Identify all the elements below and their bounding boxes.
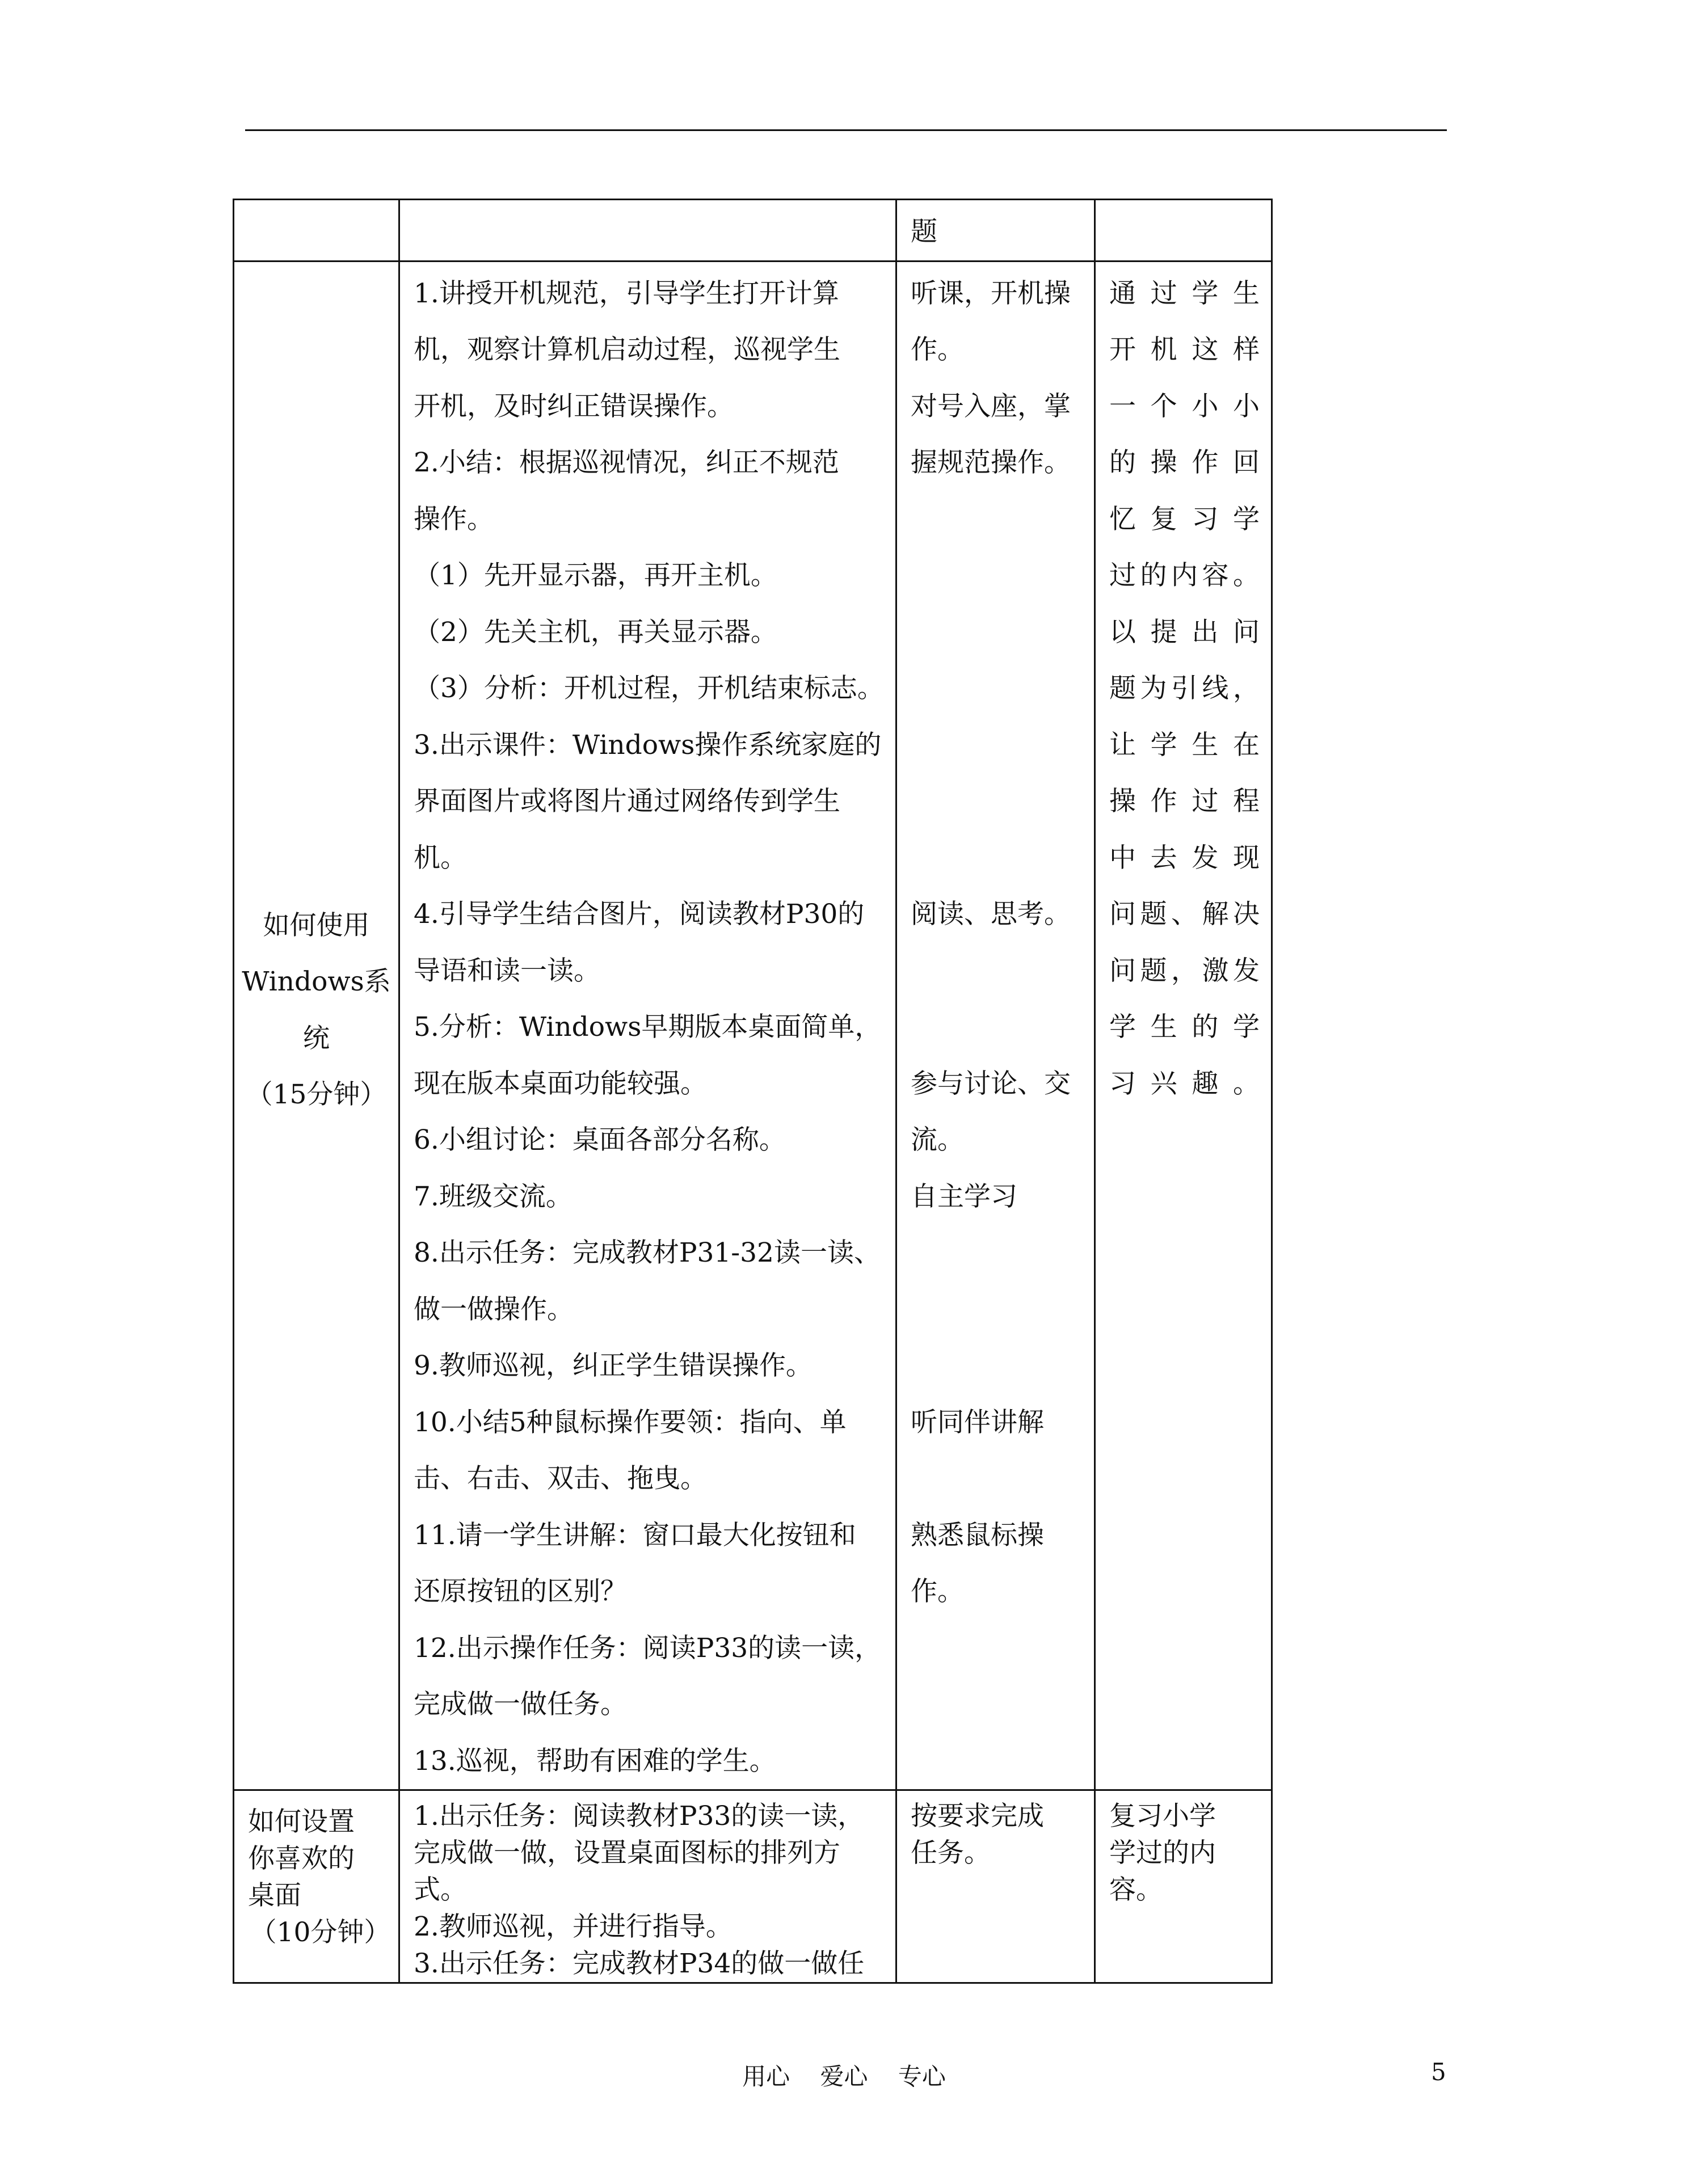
text-line: 作。: [911, 334, 964, 365]
text-line: 11.请一学生讲解：窗口最大化按钮和: [414, 1519, 856, 1551]
table-row: [234, 261, 1272, 1790]
text-line: （2）先关主机，再关显示器。: [414, 616, 777, 648]
teacher-activity-cell: [399, 200, 896, 262]
design-intent-cell: [1095, 261, 1272, 1790]
text-line: 学过的内: [1109, 1837, 1216, 1869]
text-line: 3.出示课件：Windows操作系统家庭的: [414, 729, 882, 761]
text-line: 让学生在: [1109, 729, 1260, 761]
table-row: [234, 1790, 1272, 1983]
text-line: 习兴趣。: [1109, 1068, 1260, 1099]
text-line: 完成做一做，设置桌面图标的排列方: [414, 1837, 840, 1869]
header-rule: [245, 129, 1447, 131]
design-intent-cell: [1095, 1790, 1272, 1983]
table-row: [234, 200, 1272, 262]
text-line: 中去发现: [1109, 842, 1260, 874]
text-line: 任务。: [911, 1837, 991, 1869]
text-line: 听同伴讲解: [911, 1406, 1044, 1438]
text-line: 10.小结5种鼠标操作要领：指向、单: [414, 1406, 847, 1438]
text-line: 做一做操作。: [414, 1293, 574, 1325]
text-line: 4.引导学生结合图片，阅读教材P30的: [414, 899, 865, 930]
text-line: 对号入座，掌: [911, 390, 1071, 422]
text-line: （1）先开显示器，再开主机。: [414, 560, 777, 591]
topic-cell: [234, 1790, 399, 1983]
teacher-activity-cell: [399, 261, 896, 1790]
text-line: 自主学习: [911, 1180, 1017, 1212]
topic-line: 如何使用: [263, 909, 370, 941]
text-line: 按要求完成: [911, 1801, 1044, 1832]
text-line: 问题，激发: [1109, 955, 1260, 986]
text-line: 题为引线，: [1109, 673, 1260, 704]
text-line: 握规范操作。: [911, 447, 1071, 478]
text-line: [911, 830, 1083, 887]
text-line: [911, 1338, 1083, 1394]
text-line: [911, 999, 1083, 1056]
topic-cell: [234, 261, 399, 1790]
text-line: 学生的学: [1109, 1011, 1260, 1043]
text-line: 1.出示任务：阅读教材P33的读一读，: [414, 1801, 865, 1832]
footer-slogan: 用心 爱心 专心: [742, 2063, 946, 2090]
text-line: 参与讨论、交: [911, 1068, 1071, 1099]
text-line: 容。: [1109, 1874, 1163, 1905]
text-line: [911, 1225, 1083, 1281]
text-line: [911, 717, 1083, 774]
cell-text: 题: [911, 216, 937, 247]
topic-cell: [234, 200, 399, 262]
text-line: 忆复习学: [1109, 503, 1260, 535]
page-number: 5: [1431, 2058, 1446, 2086]
text-line: 完成做一做任务。: [414, 1689, 627, 1720]
text-line: [911, 1281, 1083, 1338]
text-line: 机，观察计算机启动过程，巡视学生: [414, 334, 840, 365]
topic-line: 桌面: [248, 1880, 301, 1911]
text-line: 2.小结：根据巡视情况，纠正不规范: [414, 447, 839, 478]
text-line: （3）分析：开机过程，开机结束标志。: [414, 673, 884, 704]
text-line: 1.讲授开机规范，引导学生打开计算: [414, 277, 839, 309]
text-line: 击、右击、双击、拖曳。: [414, 1463, 707, 1494]
student-activity-cell: [896, 1790, 1095, 1983]
text-line: 熟悉鼠标操: [911, 1519, 1044, 1551]
text-line: 流。: [911, 1124, 964, 1156]
text-line: 通过学生: [1109, 277, 1260, 309]
text-line: [911, 773, 1083, 830]
text-line: 开机，及时纠正错误操作。: [414, 390, 734, 422]
text-line: 的操作回: [1109, 447, 1260, 478]
topic-line: 统: [303, 1022, 330, 1054]
student-activity-cell: [896, 200, 1095, 262]
text-line: 9.教师巡视，纠正学生错误操作。: [414, 1350, 813, 1381]
text-line: 8.出示任务：完成教材P31-32读一读、: [414, 1237, 881, 1268]
text-line: 现在版本桌面功能较强。: [414, 1068, 707, 1099]
text-line: [911, 491, 1083, 548]
text-line: 一个小小: [1109, 390, 1260, 422]
text-line: 3.出示任务：完成教材P34的做一做任: [414, 1948, 865, 1979]
text-line: 7.班级交流。: [414, 1180, 573, 1212]
text-line: 5.分析：Windows早期版本桌面简单，: [414, 1011, 882, 1043]
topic-line: Windows系: [242, 966, 391, 997]
topic-line: （10分钟）: [250, 1917, 391, 1948]
text-line: 机。: [414, 842, 467, 874]
text-line: 问题、解决: [1109, 899, 1260, 930]
text-line: 12.出示操作任务：阅读P33的读一读，: [414, 1632, 882, 1664]
text-line: [911, 943, 1083, 1000]
text-line: 开机这样: [1109, 334, 1260, 365]
text-line: 式。: [414, 1874, 467, 1905]
text-line: 操作过程: [1109, 786, 1260, 817]
design-intent-cell: [1095, 200, 1272, 262]
teacher-activity-cell: [399, 1790, 896, 1983]
text-line: 还原按钮的区别？: [414, 1576, 627, 1607]
text-line: [911, 604, 1083, 661]
text-line: 阅读、思考。: [911, 899, 1071, 930]
topic-line: 你喜欢的: [248, 1843, 355, 1874]
lesson-plan-table: [233, 199, 1273, 1984]
text-line: [911, 660, 1083, 717]
text-line: [911, 547, 1083, 604]
text-line: 操作。: [414, 503, 494, 535]
text-line: 过的内容。: [1109, 560, 1260, 591]
text-line: 导语和读一读。: [414, 955, 600, 986]
text-line: 2.教师巡视，并进行指导。: [414, 1911, 733, 1942]
text-line: 复习小学: [1109, 1801, 1216, 1832]
text-line: 听课，开机操: [911, 277, 1071, 309]
topic-line: 如何设置: [248, 1806, 355, 1837]
text-line: 作。: [911, 1576, 964, 1607]
text-line: 13.巡视，帮助有困难的学生。: [414, 1745, 776, 1777]
topic-line: （15分钟）: [246, 1079, 387, 1110]
text-line: 界面图片或将图片通过网络传到学生: [414, 786, 840, 817]
text-line: [911, 1451, 1083, 1507]
text-line: 以提出问: [1109, 616, 1260, 648]
text-line: 6.小组讨论：桌面各部分名称。: [414, 1124, 786, 1156]
student-activity-cell: [896, 261, 1095, 1790]
